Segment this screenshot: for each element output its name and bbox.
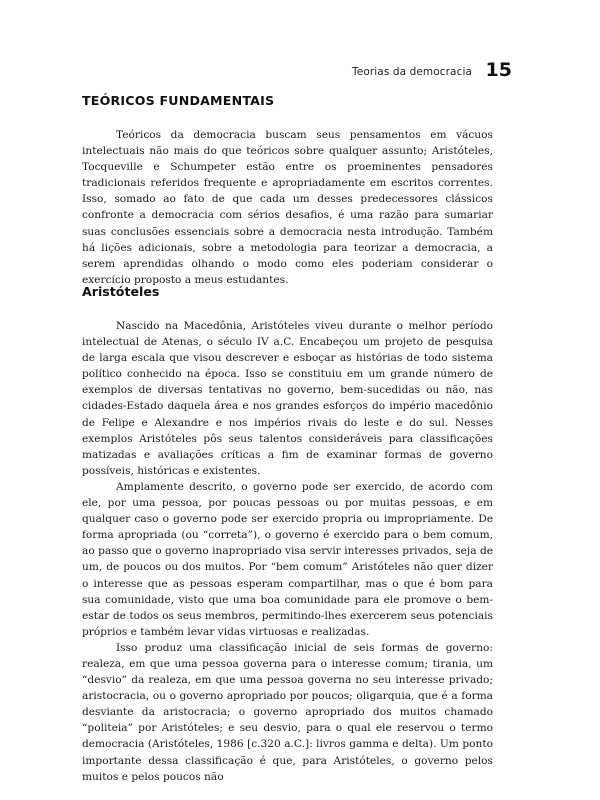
paragraph: Teóricos da democracia buscam seus pensamentos em vácuos intelectuais não mais do que teóricos sobre qualquer assunto; Aristóteles, Tocqueville e Schumpeter estão entre os proeminentes pensadores tradicionais referidos frequente e apropriadamente em escritos correntes. Isso, somado ao fato de que cada um desses predecessores clássicos confronte a democracia com sérios desafios, é uma razão para sumariar suas conclusões essenciais sobre a democracia nesta introdução. Também há lições adicionais, sobre a metodologia para teorizar a democracia, a serem aprendidas olhando o modo como eles poderiam considerar o exercício proposto a meus estudantes. (82, 129, 493, 286)
paragraph: Amplamente descrito, o governo pode ser exercido, de acordo com ele, por uma pessoa, por poucas pessoas ou por muitas pessoas, e em qualquer caso o governo pode ser exercido propria ou impropriamente. De forma apropriada (ou “correta”), o governo é exercido para o bem comum, ao passo que o governo inapropriado visa servir interesses privados, seja de um, de poucos ou dos muitos. Por “bem comum” Aristóteles não quer dizer o interesse que as pessoas esperam compartilhar, mas o que é bom para sua comunidade, visto que uma boa comunidade para ele promove o bem-estar de todos os seus membros, permitindo-lhes exercerem seus potenciais próprios e também levar vidas virtuosas e realizadas. (82, 480, 493, 638)
section-body-teoricos (82, 127, 493, 288)
paragraph: Isso produz uma classificação inicial de seis formas de governo: realeza, em que uma pessoa governa para o interesse comum; tirania, um “desvio” da realeza, em que uma pessoa governa no seu interesse privado; aristocracia, ou o governo apropriado por poucos; oligarquia, que é a forma desviante da aristocracia; o governo apropriado dos muitos chamado “politeia” por Aristóteles; e seu desvio, para o qual ele reservou o termo democracia (Aristóteles, 1986 [c.320 a.C.]: livros gamma e delta). Um ponto importante dessa classificação é que, para Aristóteles, o governo pelos muitos e pelos poucos não (82, 641, 493, 783)
section-heading-aristoteles: Aristóteles (82, 284, 160, 299)
section-body-aristoteles (82, 318, 493, 785)
paragraph: Nascido na Macedônia, Aristóteles viveu durante o melhor período intelectual de Atenas, o século IV a.C. Encabeçou um projeto de pesquisa de larga escala que visou descrever e esboçar as histórias de todo sistema político conhecido na época. Isso se constituiu em um grande número de exemplos de diversas tentativas no governo, bem-sucedidas ou não, nas cidades-Estado daquela área e nos grandes esforços do império macedônio de Felipe e Alexandre e nos impérios rivais do leste e do sul. Nesses exemplos Aristóteles pôs seus talentos consideráveis para classificações matizadas e avaliações críticas a fim de examinar formas de governo possíveis, históricas e existentes. (82, 320, 493, 477)
section-heading-teoricos: TEÓRICOS FUNDAMENTAIS (82, 93, 275, 108)
page-number: 15 (485, 59, 512, 81)
running-header-title: Teorias da democracia (352, 66, 472, 78)
